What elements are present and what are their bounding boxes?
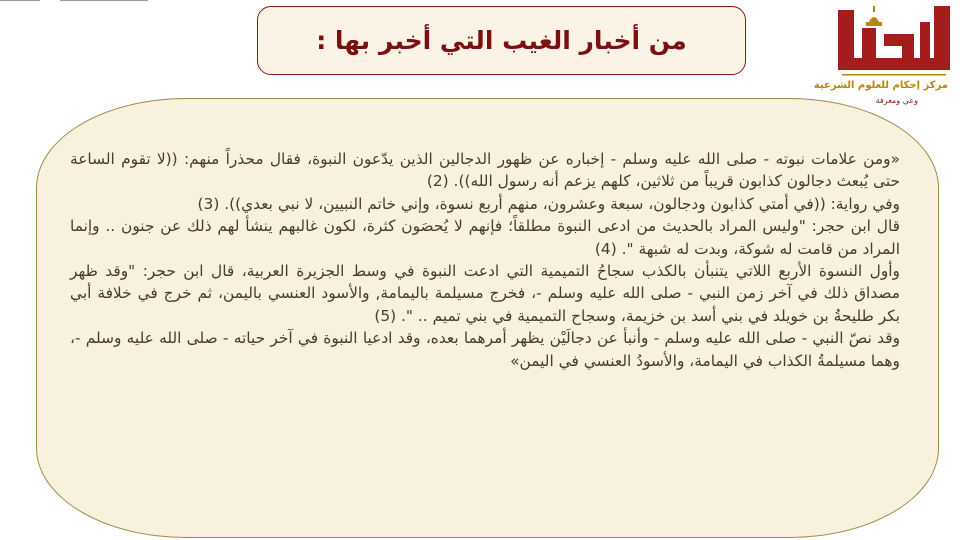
title-banner	[257, 6, 746, 75]
slide-title: من أخبار الغيب التي أخبر بها :	[316, 26, 687, 55]
paragraph: قال ابن حجر: "وليس المراد بالحديث من ادعى النبوة مطلقاً؛ فإنهم لا يُحصَون كثرة، لكون غالبهم ينشأ لهم ذلك عن جنون .. وإنما المراد من قامت له شوكة، وبدت له شبهة ". (4)	[70, 217, 900, 258]
paragraph: وقد نصّ النبي - صلى الله عليه وسلم - وأنبأ عن دجالَيْن يظهر أمرهما بعده، وقد ادعيا النبوة في آخر حياته - صلى الله عليه وسلم -، وهما مسيلمةُ الكذاب في اليمامة، والأسودُ العنسي في اليمن»	[70, 329, 900, 370]
ihkam-logo-icon	[836, 4, 954, 76]
top-rule	[0, 0, 150, 2]
logo-subtitle: مركز إحكام للعلوم الشرعية	[813, 80, 948, 91]
logo-tagline: وعي ومعرفة	[875, 96, 918, 105]
body-text	[70, 148, 900, 372]
logo	[813, 4, 958, 108]
paragraph: وأول النسوة الأربع اللاتي يتنبأن بالكذب سجاحُ التميمية التي ادعت النبوة في وسط الجزيرة العربية، قال ابن حجر: "وقد ظهر مصداق ذلك في آخر زمن النبي - صلى الله عليه وسلم -، فخرج مسيلمة باليمامة, والأسود العنسي باليمن، ثم خرج في خلافة أبي بكر طليحةُ بن خويلد في بني أسد بن خزيمة، وسجاح التميمية في بني تميم .. ". (5)	[70, 262, 900, 325]
paragraph: «ومن علامات نبوته - صلى الله عليه وسلم - إخباره عن ظهور الدجالين الذين يدّعون النبوة، فقال محذراً منهم: ((لا تقوم الساعة حتى يُبعث دجالون كذابون قريباً من ثلاثين، كلهم يزعم أنه رسول الله)). (2)	[70, 150, 900, 191]
paragraph: وفي رواية: ((في أمتي كذابون ودجالون، سبعة وعشرون، منهم أربع نسوة، وإني خاتم النبيين، لا نبي بعدي)). (3)	[197, 194, 900, 213]
